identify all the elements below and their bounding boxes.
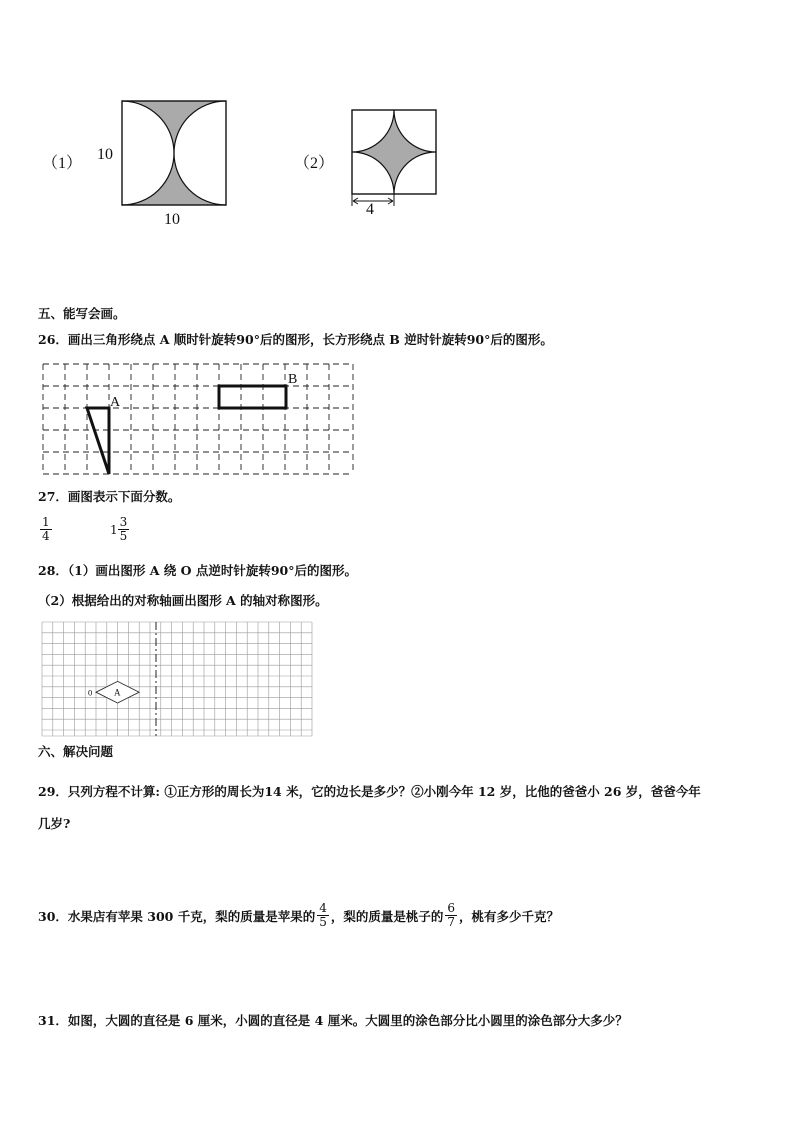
fraction-1-numerator: 1 [42,515,50,529]
mixed-number-one-three-fifths [110,516,129,543]
section-6-heading: 六、解决问题 [38,744,114,759]
fraction-one-quarter [40,516,52,543]
question-26-grid [42,362,356,476]
question-30-text-c: ，桃有多少千克？ [459,908,560,924]
fraction-2-numerator: 3 [119,515,128,529]
rectangle-shape [219,386,286,408]
question-28-grid [40,620,314,738]
point-o-label: 0 [88,687,93,698]
mixed-number-whole: 1 [110,522,118,537]
question-30-text-a: 30．水果店有苹果 300 千克，梨的质量是苹果的 [38,908,316,924]
section-5-heading: 五、能写会画。 [38,306,126,321]
q30-frac-b-den: 7 [447,915,455,929]
figure-1-bottom-label: 10 [164,211,180,228]
question-27-text: 27．画图表示下面分数。 [38,489,181,504]
question-28-line-1: 28．（1）画出图形 A 绕 O 点逆时针旋转90°后的图形。 [38,563,357,578]
fraction-1-denominator: 4 [42,529,50,543]
point-a-label: A [110,395,121,410]
shape-a-label: A [114,687,121,698]
q30-frac-a-den: 5 [319,915,327,929]
fraction-2-denominator: 5 [119,529,128,543]
point-b-label: B [288,372,298,387]
figure-2-square-with-star [350,108,440,220]
figure-2-dimension-label: 4 [366,201,374,218]
question-30-text-b: ，梨的质量是桃子的 [330,908,444,924]
question-26-text: 26．画出三角形绕点 A 顺时针旋转90°后的图形，长方形绕点 B 逆时针旋转90°后的图形。 [38,332,553,347]
question-31-text: 31．如图，大圆的直径是 6 厘米，小圆的直径是 4 厘米。大圆里的涂色部分比小圆里的涂色部分大多少？ [38,1013,628,1028]
question-29-line-2: 几岁? [38,816,71,831]
q30-frac-a-num: 4 [319,901,327,915]
q30-frac-b-num: 6 [447,901,455,915]
figure-2-label: （2） [294,155,335,172]
triangle-shape [87,408,109,474]
figure-1-shaded-square [120,99,228,207]
question-29-line-1: 29．只列方程不计算: ①正方形的周长为14 米，它的边长是多少？②小刚今年 12 岁，比他的爸爸小 26 岁，爸爸今年 [38,784,701,799]
figure-1-label: （1） [42,155,83,172]
question-28-line-2: （2）根据给出的对称轴画出图形 A 的轴对称图形。 [38,593,328,608]
question-30 [38,902,559,929]
figure-1-side-label: 10 [97,146,113,163]
